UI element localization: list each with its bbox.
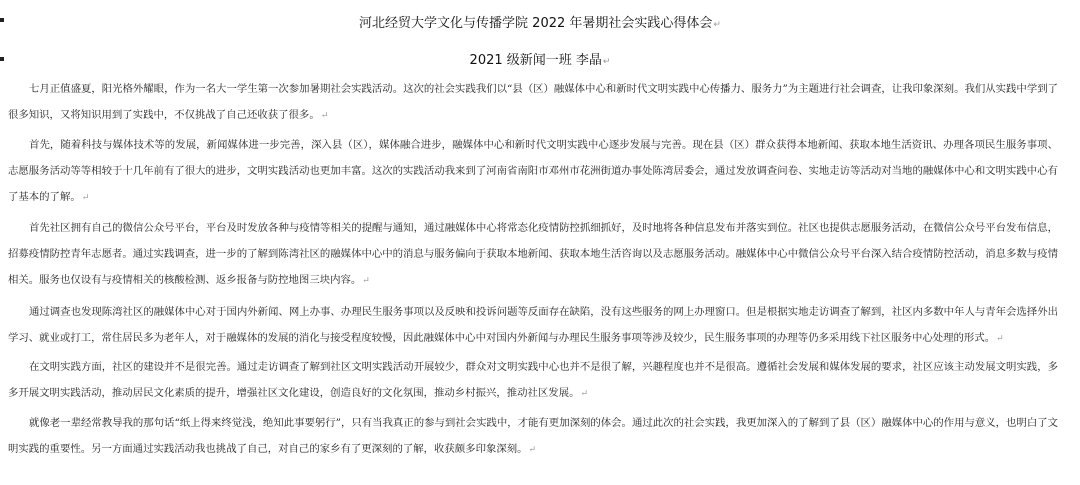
paragraph-4: 通过调查也发现陈湾社区的融媒体中心对于国内外新闻、网上办事、办理民生服务事项以及反映和投诉问题等反面存在缺陷，没有这些服务的网上办理窗口。但是根据实地走访调查了解到，社区内多数中年人与青年会选择外出学习、就业或打工，常住居民多为老年人，对于融媒体的发展的消化与接受程度较慢，因此融媒体中心中对国内外新闻与办理民生服务事项等涉及较少，民生服务事项的办理等仍多采用线下社区服务中心处理的形式。↵ (8, 306, 1058, 344)
document-subtitle (0, 49, 1080, 68)
paragraph-mark-icon: ↵ (996, 334, 1004, 344)
document-title-text: 河北经贸大学文化与传播学院 2022 年暑期社会实践心得体会 (359, 16, 713, 31)
paragraph-mark-icon: ↵ (528, 445, 537, 455)
paragraph-5: 在文明实践方面，社区的建设并不是很完善。通过走访调查了解到社区文明实践活动开展较少，群众对文明实践中心也并不是很了解，兴趣程度也并不是很高。遵循社会发展和媒体发展的要求，社区应该主动发展文明实践，多多开展文明实践活动，推动居民文化素质的提升，增强社区文化建设，创造良好的文化氛围，推动乡村振兴，推动社区发展。↵ (8, 361, 1058, 399)
paragraph-1: 七月正值盛夏，阳光格外耀眼，作为一名大一学生第一次参加暑期社会实践活动。这次的社会实践我们以“县（区）融媒体中心和新时代文明实践中心传播力、服务力”为主题进行社会调查，让我印象深刻。我们从实践中学到了很多知识，又将知识用到了实践中，不仅挑战了自己还收获了很多。↵ (8, 83, 1058, 121)
paragraph-mark-icon: ↵ (602, 57, 611, 67)
paragraph-2: 首先，随着科技与媒体技术等的发展，新闻媒体进一步完善，深入县（区），媒体融合进步，融媒体中心和新时代文明实践中心逐步发展与完善。现在县（区）群众获得本地新闻、获取本地生活资讯、办理各项民生服务事项、志愿服务活动等等相较于十几年前有了很大的进步，文明实践活动也更加丰富。这次的实践活动我来到了河南省南阳市邓州市花洲街道办事处陈湾居委会，通过发放调查问卷、实地走访等活动对当地的融媒体中心和文明实践中心有了基本的了解。↵ (8, 139, 1058, 203)
paragraph-mark-icon: ↵ (81, 193, 90, 203)
paragraph-3: 首先社区拥有自己的微信公众号平台，平台及时发放各种与疫情等相关的提醒与通知，通过融媒体中心将常态化疫情防控抓细抓好，及时地将各种信息发布并落实到位。社区也提供志愿服务活动，在微信公众号平台发布信息，招募疫情防控青年志愿者。通过实践调查，进一步的了解到陈湾社区的融媒体中心中的消息与服务偏向于获取本地新闻、获取本地生活咨询以及志愿服务活动。融媒体中心中微信公众号平台深入结合疫情防控活动，消息多数与疫情相关。服务也仅设有与疫情相关的核酸检测、返乡报备与防控地图三块内容。↵ (8, 222, 1058, 286)
paragraph-mark-icon: ↵ (580, 389, 589, 399)
document-title (0, 12, 1080, 31)
document-subtitle-text: 2021 级新闻一班 李晶 (469, 53, 602, 68)
paragraph-mark-icon: ↵ (320, 111, 329, 121)
paragraph-mark-icon: ↵ (362, 276, 370, 286)
paragraph-6: 就像老一辈经常教导我的那句话“纸上得来终觉浅，绝知此事要躬行”，只有当我真正的参与到社会实践中，才能有更加深刻的体会。通过此次的社会实践，我更加深入的了解到了县（区）融媒体中心的作用与意义，也明白了文明实践的重要性。另一方面通过实践活动我也挑战了自己，对自己的家乡有了更深刻的了解，收获颇多印象深刻。↵ (8, 417, 1058, 455)
paragraph-mark-icon: ↵ (713, 20, 721, 30)
